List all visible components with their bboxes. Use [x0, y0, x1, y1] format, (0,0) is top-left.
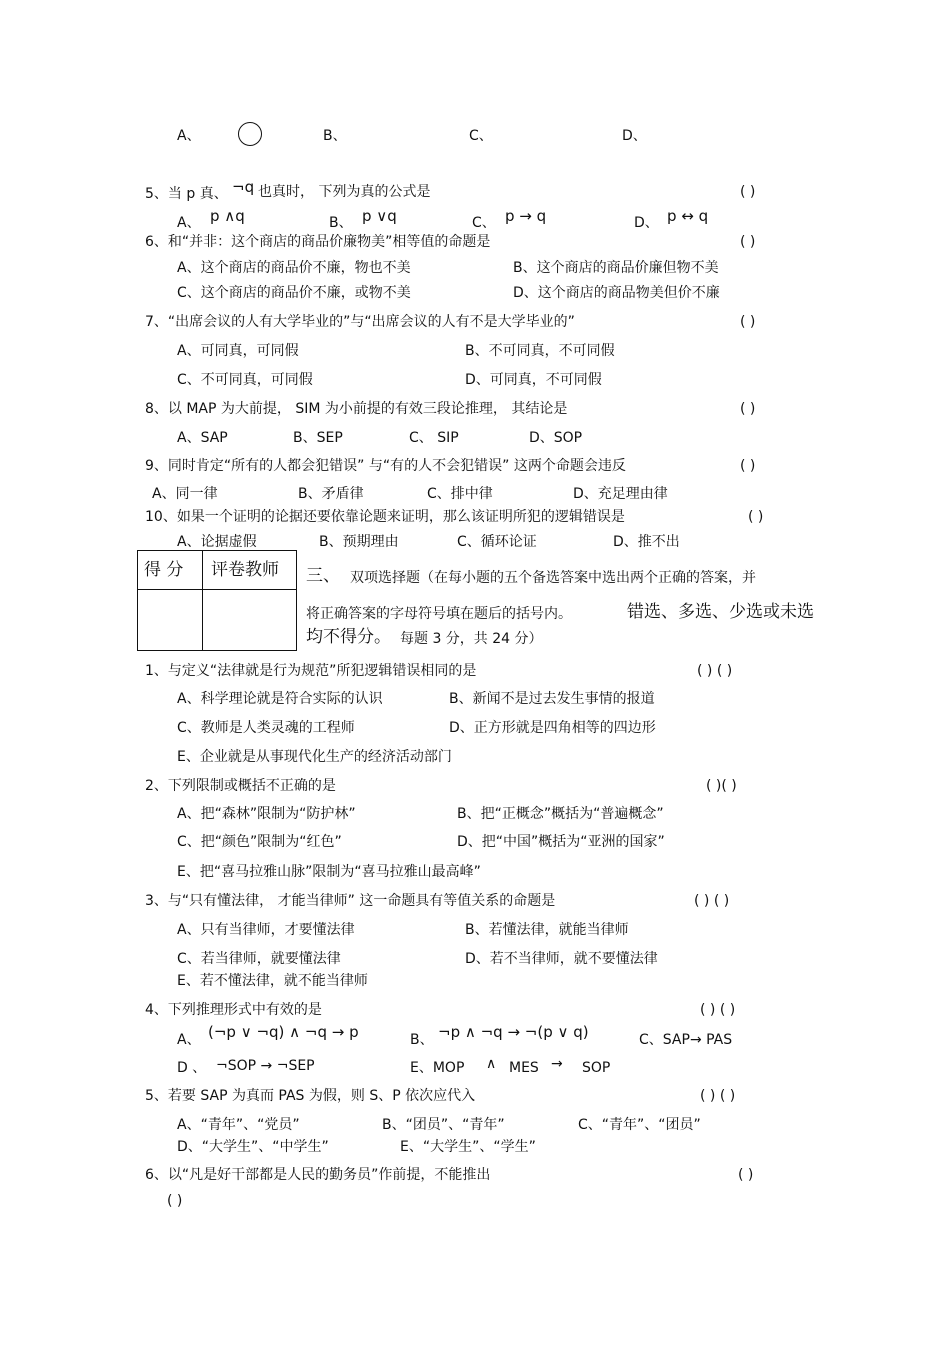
- q4-option-a: A、: [177, 128, 201, 144]
- s4-answer-paren: ( ) ( ): [700, 1002, 736, 1018]
- s4-option-a-expr: (¬p ∨ ¬q) ∧ ¬q → p: [208, 1023, 359, 1041]
- q10-option-a: A、论据虚假: [177, 534, 257, 550]
- q7-option-d: D、可同真，不可同假: [465, 372, 602, 388]
- s1-answer-paren: ( ) ( ): [697, 663, 733, 679]
- s3-option-d: D、若不当律师，就不要懂法律: [465, 951, 658, 967]
- s2-answer-paren: ( )( ): [706, 778, 737, 794]
- s5-option-d: D、“大学生”、“中学生”: [177, 1139, 329, 1155]
- s4-option-e-and: ∧: [486, 1056, 497, 1072]
- s5-option-a: A、“青年”、“党员”: [177, 1117, 300, 1133]
- circle-figure-icon: [238, 122, 262, 146]
- q5-option-c-expr: p → q: [505, 207, 547, 225]
- q9-option-b: B、矛盾律: [298, 486, 364, 502]
- q6-answer-paren: ( ): [740, 234, 756, 250]
- s4-option-b-expr: ¬p ∧ ¬q → ¬(p ∨ q): [438, 1023, 589, 1041]
- q9-stem: 9、同时肯定“所有的人都会犯错误” 与“有的人不会犯错误” 这两个命题会违反: [145, 458, 626, 474]
- q5-stem-prefix: 5、当 p 真、: [145, 186, 228, 202]
- q7-answer-paren: ( ): [740, 314, 756, 330]
- s5-answer-paren: ( ) ( ): [700, 1088, 736, 1104]
- s6-answer-paren-2: ( ): [167, 1193, 183, 1209]
- q4-option-c: C、: [469, 128, 493, 144]
- q6-option-d: D、这个商店的商品物美但价不廉: [513, 285, 720, 301]
- s4-option-c-label: C、SAP→ PAS: [639, 1032, 733, 1048]
- section3-instructions-line3a: 均不得分。: [306, 627, 391, 647]
- q5-option-d-label: D、: [634, 215, 659, 231]
- s3-stem: 3、与“只有懂法律， 才能当律师” 这一命题具有等值关系的命题是: [145, 893, 556, 909]
- section3-emphasis: 错选、多选、少选或未选: [627, 602, 814, 622]
- s2-stem: 2、下列限制或概括不正确的是: [145, 778, 336, 794]
- s1-option-d: D、正方形就是四角相等的四边形: [449, 720, 656, 736]
- q7-stem: 7、“出席会议的人有大学毕业的”与“出席会议的人有不是大学毕业的”: [145, 314, 575, 330]
- q9-answer-paren: ( ): [740, 458, 756, 474]
- q4-option-d: D、: [622, 128, 647, 144]
- s1-option-b: B、新闻不是过去发生事情的报道: [449, 691, 655, 707]
- q6-option-c: C、这个商店的商品价不廉，或物不美: [177, 285, 411, 301]
- s2-option-e: E、把“喜马拉雅山脉”限制为“喜马拉雅山最高峰”: [177, 864, 481, 880]
- section3-instructions-line3b: 每题 3 分，共 24 分）: [400, 631, 543, 647]
- q8-answer-paren: ( ): [740, 401, 756, 417]
- q10-stem: 10、如果一个证明的论据还要依靠论题来证明，那么该证明所犯的逻辑错误是: [145, 509, 625, 525]
- score-table-score-header: 得 分: [144, 560, 184, 580]
- q8-option-a: A、SAP: [177, 430, 228, 446]
- section3-number: 三、: [306, 566, 340, 586]
- q4-option-b: B、: [323, 128, 347, 144]
- section3-instructions-line2: 将正确答案的字母符号填在题后的括号内。: [306, 606, 572, 622]
- s3-option-b: B、若懂法律，就能当律师: [465, 922, 629, 938]
- s5-option-b: B、“团员”、“青年”: [382, 1117, 505, 1133]
- s1-stem: 1、与定义“法律就是行为规范”所犯逻辑错误相同的是: [145, 663, 477, 679]
- s2-option-b: B、把“正概念”概括为“普遍概念”: [457, 806, 664, 822]
- s3-option-c: C、若当律师，就要懂法律: [177, 951, 341, 967]
- s1-option-a: A、科学理论就是符合实际的认识: [177, 691, 383, 707]
- s2-option-a: A、把“森林”限制为“防护林”: [177, 806, 356, 822]
- q5-option-a-expr: p ∧q: [210, 207, 245, 225]
- s4-option-b-label: B、: [410, 1032, 434, 1048]
- q7-option-a: A、可同真，可同假: [177, 343, 299, 359]
- q10-option-b: B、预期理由: [319, 534, 399, 550]
- s1-option-c: C、教师是人类灵魂的工程师: [177, 720, 355, 736]
- q5-option-b-expr: p ∨q: [362, 207, 397, 225]
- q8-option-d: D、SOP: [529, 430, 583, 446]
- s5-option-e: E、“大学生”、“学生”: [400, 1139, 536, 1155]
- q5-answer-paren: ( ): [740, 184, 756, 200]
- score-table: [137, 550, 297, 651]
- s2-option-d: D、把“中国”概括为“亚洲的国家”: [457, 834, 665, 850]
- q5-option-a-label: A、: [177, 215, 201, 231]
- s5-option-c: C、“青年”、“团员”: [578, 1117, 701, 1133]
- q5-neg-q: ¬q: [232, 178, 255, 196]
- section3-instructions-line1: 双项选择题（在每小题的五个备选答案中选出两个正确的答案，并: [350, 570, 756, 586]
- score-table-hline: [138, 589, 296, 590]
- q10-answer-paren: ( ): [748, 509, 764, 525]
- q6-option-a: A、这个商店的商品价不廉，物也不美: [177, 260, 411, 276]
- s5-stem: 5、若要 SAP 为真而 PAS 为假，则 S、P 依次应代入: [145, 1088, 476, 1104]
- s4-stem: 4、下列推理形式中有效的是: [145, 1002, 322, 1018]
- s4-option-e-mes: MES: [509, 1060, 539, 1076]
- s4-option-e-mop: E、MOP: [410, 1060, 465, 1076]
- s3-answer-paren: ( ) ( ): [694, 893, 730, 909]
- s3-option-e: E、若不懂法律，就不能当律师: [177, 973, 368, 989]
- q9-option-a: A、同一律: [152, 486, 218, 502]
- q5-stem-suffix: 也真时， 下列为真的公式是: [258, 184, 431, 200]
- q9-option-c: C、排中律: [427, 486, 493, 502]
- s6-answer-paren: ( ): [738, 1167, 754, 1183]
- score-table-teacher-header: 评卷教师: [211, 560, 279, 580]
- s6-stem: 6、以“凡是好干部都是人民的勤务员”作前提，不能推出: [145, 1167, 491, 1183]
- q10-option-c: C、循环论证: [457, 534, 537, 550]
- q5-option-c-label: C、: [472, 215, 496, 231]
- q5-option-b-label: B、: [329, 215, 353, 231]
- s4-option-d-label: D 、: [177, 1060, 207, 1076]
- score-table-vline: [202, 551, 203, 650]
- q6-option-b: B、这个商店的商品价廉但物不美: [513, 260, 719, 276]
- q7-option-c: C、不可同真，可同假: [177, 372, 313, 388]
- s4-option-d-expr: ¬SOP → ¬SEP: [216, 1058, 315, 1074]
- s4-option-e-sop: SOP: [582, 1060, 611, 1076]
- s3-option-a: A、只有当律师，才要懂法律: [177, 922, 355, 938]
- q6-stem: 6、和“并非：这个商店的商品价廉物美”相等值的命题是: [145, 234, 491, 250]
- s4-option-a-label: A、: [177, 1032, 201, 1048]
- s4-option-e-arrow: →: [551, 1056, 563, 1072]
- q9-option-d: D、充足理由律: [573, 486, 668, 502]
- q8-stem: 8、以 MAP 为大前提， SIM 为小前提的有效三段论推理， 其结论是: [145, 401, 568, 417]
- q5-option-d-expr: p ↔ q: [667, 207, 709, 225]
- s2-option-c: C、把“颜色”限制为“红色”: [177, 834, 342, 850]
- q8-option-c: C、 SIP: [409, 430, 459, 446]
- s1-option-e: E、企业就是从事现代化生产的经济活动部门: [177, 749, 452, 765]
- q8-option-b: B、SEP: [293, 430, 343, 446]
- q10-option-d: D、推不出: [613, 534, 680, 550]
- q7-option-b: B、不可同真，不可同假: [465, 343, 615, 359]
